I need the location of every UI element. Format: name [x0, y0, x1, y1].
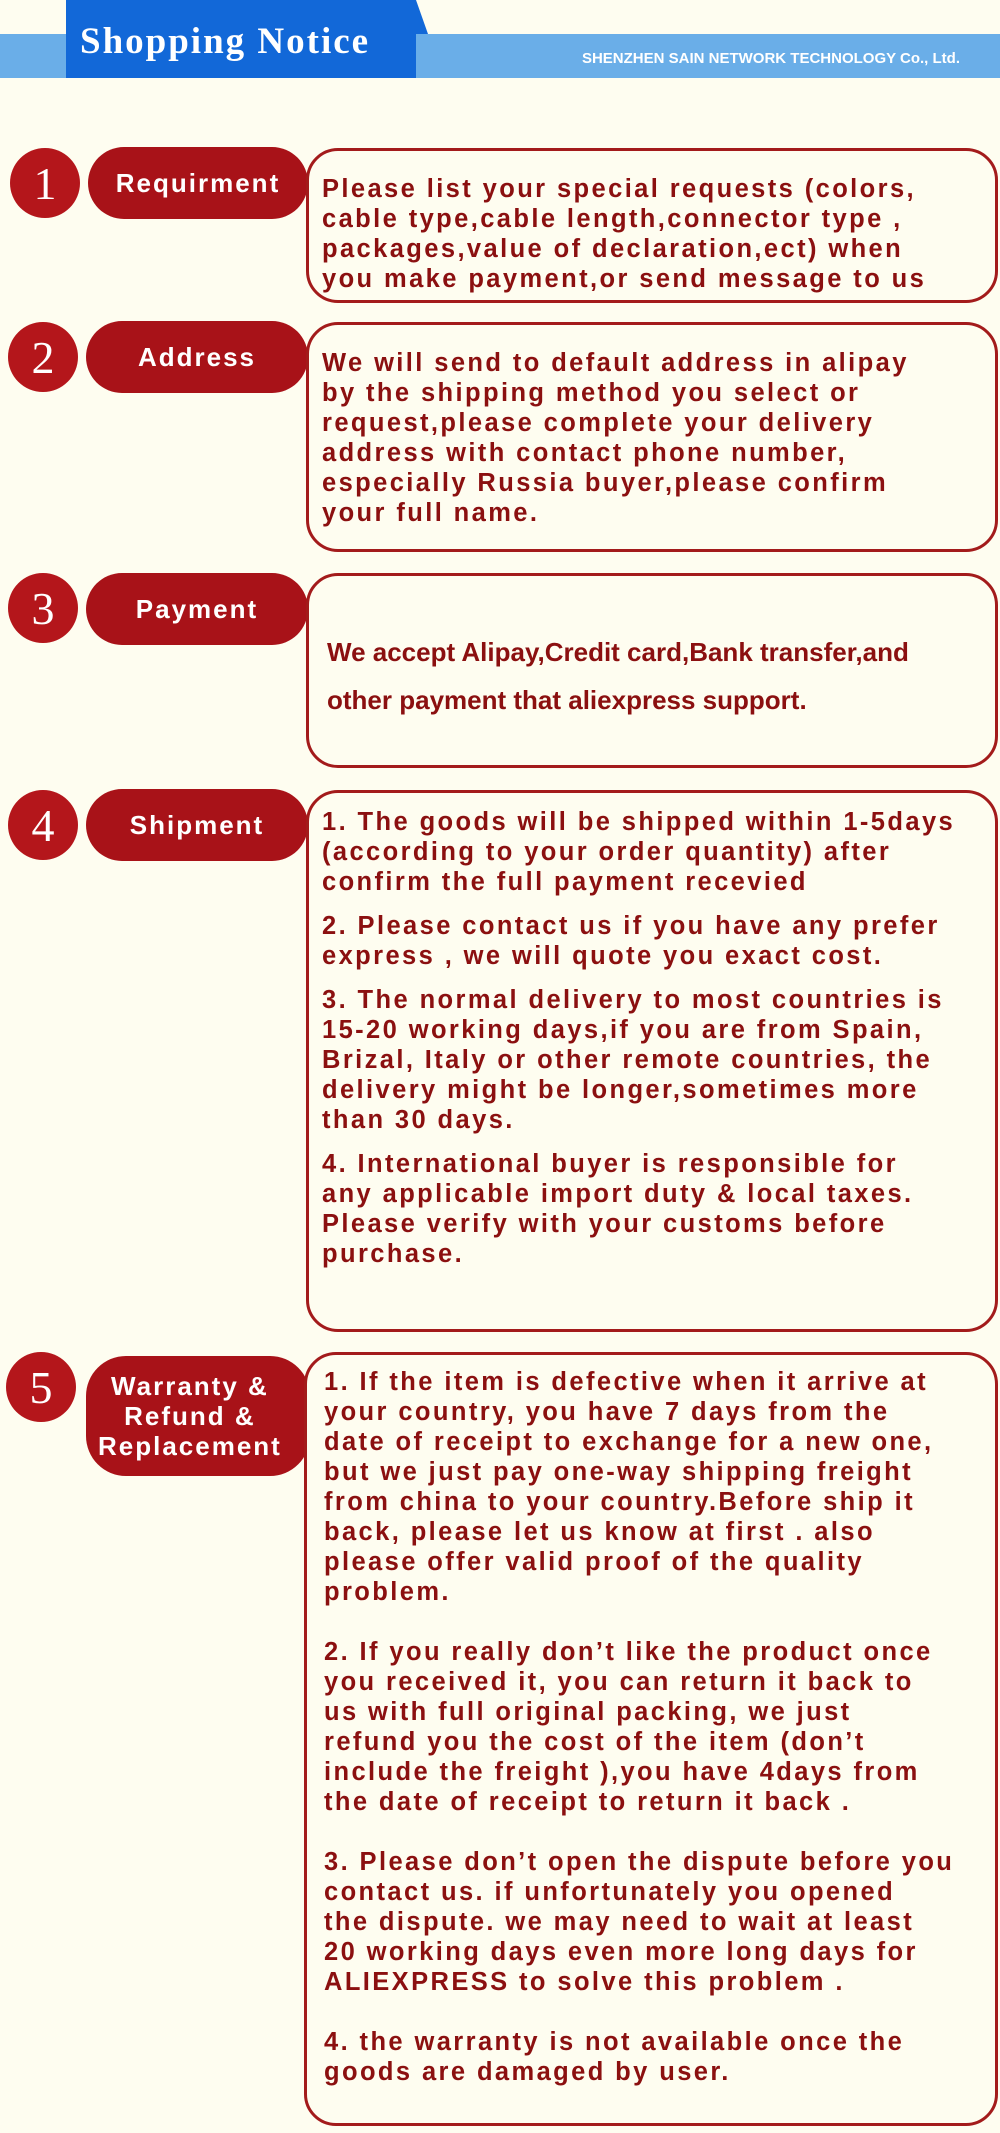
- shipment-item-2: 2. Please contact us if you have any prefer express , we will quote you exact cost.: [322, 912, 940, 970]
- warranty-item-4: 4. the warranty is not available once the goods are damaged by user.: [324, 2028, 905, 2086]
- warranty-label-line-3: Replacement: [98, 1431, 282, 1461]
- shipment-item-3: 3. The normal delivery to most countries is 15-20 working days,if you are from Spain, Brizal, Italy or other remote countries, the delivery might be longer,sometimes more than 30 days.: [322, 986, 944, 1134]
- page-title: Shopping Notice: [80, 21, 371, 62]
- warranty-item-1: 1. If the item is defective when it arrive at your country, you have 7 days from the date of receipt to exchange for a new one, but we just pay one-way shipping freight from china to your country.Before ship it back, please let us know at first . also please offer valid proof of the quality problem.: [324, 1368, 934, 1606]
- section-box-address: [306, 322, 998, 552]
- section-number-2: 2: [8, 322, 78, 392]
- shipment-item-1: 1. The goods will be shipped within 1-5days (according to your order quantity) after confirm the full payment recevied: [322, 808, 956, 896]
- shipment-item-4: 4. International buyer is responsible for any applicable import duty & local taxes. Please verify with your customs before purchase.: [322, 1150, 914, 1268]
- section-box-requirment: [306, 148, 998, 303]
- company-name: SHENZHEN SAIN NETWORK TECHNOLOGY Co., Ltd.: [581, 50, 960, 67]
- requirment-text: Please list your special requests (colors, cable type,cable length,connector type , packages,value of declaration,ect) when you make payment,or send message to us: [322, 175, 927, 293]
- section-label-warranty: [86, 1356, 310, 1476]
- warranty-item-2: 2. If you really don’t like the product once you received it, you can return it back to us with full original packing, we just refund you the cost of the item (don’t include the freight ),you have 4days from the date of receipt to return it back .: [324, 1638, 933, 1816]
- section-number-3: 3: [8, 573, 78, 643]
- section-label-requirment: Requirment: [88, 147, 308, 219]
- payment-text: We accept Alipay,Credit card,Bank transfer,and other payment that aliexpress support.: [327, 637, 909, 715]
- section-label-payment: Payment: [86, 573, 308, 645]
- section-box-payment: [306, 573, 998, 768]
- warranty-label-line-1: Warranty &: [111, 1371, 269, 1401]
- warranty-label-line-2: Refund &: [124, 1401, 256, 1431]
- section-box-warranty: [304, 1352, 998, 2126]
- section-box-shipment: [306, 790, 998, 1332]
- section-label-address: Address: [86, 321, 308, 393]
- section-label-shipment: Shipment: [86, 789, 308, 861]
- warranty-item-3: 3. Please don’t open the dispute before you contact us. if unfortunately you opened the dispute. we may need to wait at least 20 working days even more long days for ALIEXPRESS to solve this problem .: [324, 1848, 955, 1996]
- address-text: We will send to default address in alipay by the shipping method you select or request,please complete your delivery address with contact phone number, especially Russia buyer,please confirm your full name.: [322, 349, 909, 527]
- section-number-4: 4: [8, 790, 78, 860]
- section-number-1: 1: [10, 148, 80, 218]
- section-number-5: 5: [6, 1352, 76, 1422]
